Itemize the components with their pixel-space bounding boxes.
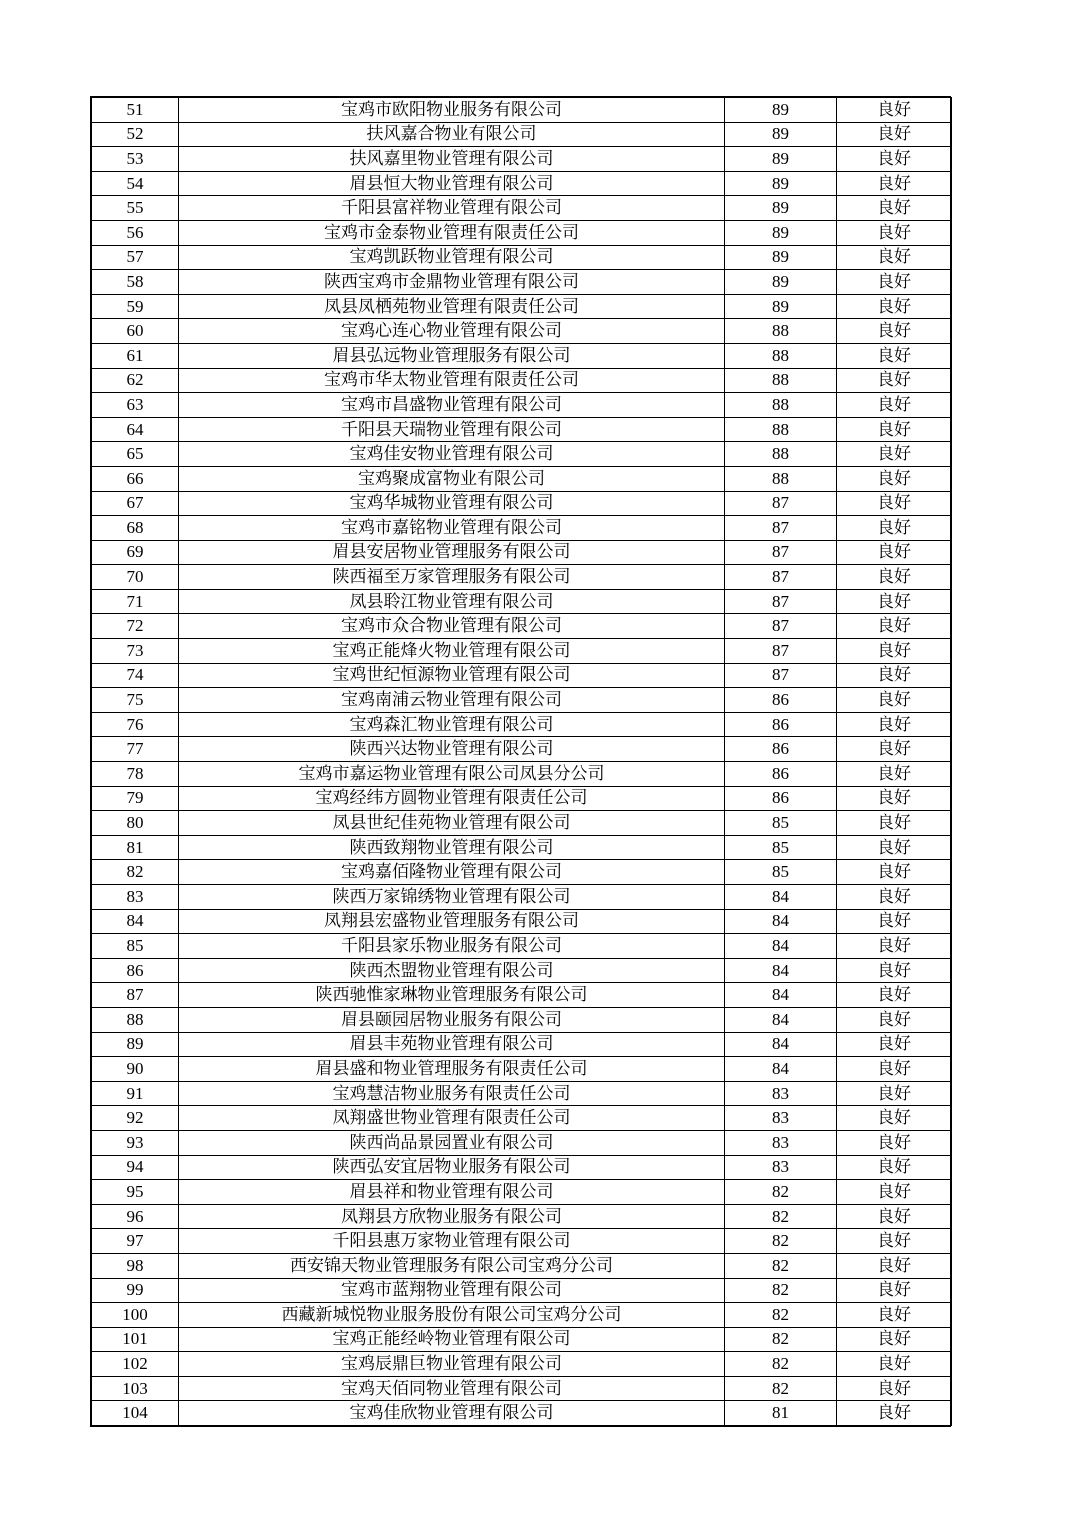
table-row xyxy=(92,147,952,172)
grade-cell: 良好 xyxy=(837,196,952,221)
table-row xyxy=(92,565,952,590)
table-row xyxy=(92,1327,952,1352)
grade-cell: 良好 xyxy=(837,1007,952,1032)
table-row xyxy=(92,712,952,737)
company-name-cell: 陕西致翔物业管理有限公司 xyxy=(179,835,725,860)
company-name-cell: 千阳县富祥物业管理有限公司 xyxy=(179,196,725,221)
grade-cell: 良好 xyxy=(837,860,952,885)
grade-cell: 良好 xyxy=(837,491,952,516)
table-row xyxy=(92,1057,952,1082)
score-cell: 88 xyxy=(725,368,837,393)
row-number-cell: 56 xyxy=(92,220,179,245)
grade-cell: 良好 xyxy=(837,147,952,172)
grade-cell: 良好 xyxy=(837,1130,952,1155)
grade-cell: 良好 xyxy=(837,712,952,737)
row-number-cell: 91 xyxy=(92,1081,179,1106)
grade-cell: 良好 xyxy=(837,909,952,934)
score-cell: 89 xyxy=(725,196,837,221)
company-name-cell: 宝鸡市华太物业管理有限责任公司 xyxy=(179,368,725,393)
table-row xyxy=(92,516,952,541)
row-number-cell: 62 xyxy=(92,368,179,393)
grade-cell: 良好 xyxy=(837,1180,952,1205)
table-row xyxy=(92,909,952,934)
company-name-cell: 眉县盛和物业管理服务有限责任公司 xyxy=(179,1057,725,1082)
grade-cell: 良好 xyxy=(837,1229,952,1254)
table-row xyxy=(92,1130,952,1155)
score-cell: 82 xyxy=(725,1180,837,1205)
grade-cell: 良好 xyxy=(837,983,952,1008)
row-number-cell: 68 xyxy=(92,516,179,541)
company-name-cell: 宝鸡市欧阳物业服务有限公司 xyxy=(179,98,725,123)
score-cell: 89 xyxy=(725,220,837,245)
grade-cell: 良好 xyxy=(837,1155,952,1180)
company-name-cell: 眉县颐园居物业服务有限公司 xyxy=(179,1007,725,1032)
table-row xyxy=(92,589,952,614)
score-cell: 86 xyxy=(725,712,837,737)
grade-cell: 良好 xyxy=(837,1327,952,1352)
row-number-cell: 87 xyxy=(92,983,179,1008)
grade-cell: 良好 xyxy=(837,343,952,368)
table-row xyxy=(92,614,952,639)
grade-cell: 良好 xyxy=(837,762,952,787)
table-row xyxy=(92,737,952,762)
row-number-cell: 93 xyxy=(92,1130,179,1155)
table-row xyxy=(92,1204,952,1229)
score-cell: 84 xyxy=(725,885,837,910)
grade-cell: 良好 xyxy=(837,786,952,811)
company-name-cell: 宝鸡市嘉铭物业管理有限公司 xyxy=(179,516,725,541)
row-number-cell: 81 xyxy=(92,835,179,860)
table-row xyxy=(92,811,952,836)
row-number-cell: 94 xyxy=(92,1155,179,1180)
score-cell: 83 xyxy=(725,1106,837,1131)
company-name-cell: 西藏新城悦物业服务股份有限公司宝鸡分公司 xyxy=(179,1303,725,1328)
grade-cell: 良好 xyxy=(837,270,952,295)
score-cell: 84 xyxy=(725,983,837,1008)
company-name-cell: 眉县祥和物业管理有限公司 xyxy=(179,1180,725,1205)
row-number-cell: 101 xyxy=(92,1327,179,1352)
grade-cell: 良好 xyxy=(837,958,952,983)
grade-cell: 良好 xyxy=(837,1303,952,1328)
company-name-cell: 陕西弘安宜居物业服务有限公司 xyxy=(179,1155,725,1180)
grade-cell: 良好 xyxy=(837,1253,952,1278)
score-cell: 86 xyxy=(725,762,837,787)
table-row xyxy=(92,343,952,368)
score-cell: 89 xyxy=(725,294,837,319)
row-number-cell: 58 xyxy=(92,270,179,295)
grade-cell: 良好 xyxy=(837,565,952,590)
score-cell: 86 xyxy=(725,688,837,713)
grade-cell: 良好 xyxy=(837,1032,952,1057)
row-number-cell: 66 xyxy=(92,466,179,491)
company-name-cell: 凤县世纪佳苑物业管理有限公司 xyxy=(179,811,725,836)
company-name-cell: 宝鸡聚成富物业有限公司 xyxy=(179,466,725,491)
table-row xyxy=(92,1278,952,1303)
score-cell: 84 xyxy=(725,909,837,934)
score-cell: 84 xyxy=(725,958,837,983)
score-cell: 89 xyxy=(725,147,837,172)
score-cell: 87 xyxy=(725,614,837,639)
grade-cell: 良好 xyxy=(837,934,952,959)
table-row xyxy=(92,1229,952,1254)
row-number-cell: 65 xyxy=(92,442,179,467)
grade-cell: 良好 xyxy=(837,319,952,344)
score-cell: 83 xyxy=(725,1130,837,1155)
score-cell: 84 xyxy=(725,1032,837,1057)
score-cell: 88 xyxy=(725,442,837,467)
row-number-cell: 77 xyxy=(92,737,179,762)
company-name-cell: 宝鸡正能烽火物业管理有限公司 xyxy=(179,639,725,664)
grade-cell: 良好 xyxy=(837,245,952,270)
score-cell: 82 xyxy=(725,1352,837,1377)
score-cell: 87 xyxy=(725,663,837,688)
table-row xyxy=(92,540,952,565)
row-number-cell: 64 xyxy=(92,417,179,442)
table-row xyxy=(92,934,952,959)
score-cell: 82 xyxy=(725,1204,837,1229)
company-name-cell: 陕西万家锦绣物业管理有限公司 xyxy=(179,885,725,910)
table-row xyxy=(92,98,952,123)
grade-cell: 良好 xyxy=(837,417,952,442)
table-row xyxy=(92,860,952,885)
row-number-cell: 78 xyxy=(92,762,179,787)
grade-cell: 良好 xyxy=(837,442,952,467)
company-name-cell: 千阳县天瑞物业管理有限公司 xyxy=(179,417,725,442)
row-number-cell: 96 xyxy=(92,1204,179,1229)
company-name-cell: 凤县凤栖苑物业管理有限责任公司 xyxy=(179,294,725,319)
score-cell: 88 xyxy=(725,417,837,442)
table-row xyxy=(92,270,952,295)
grade-cell: 良好 xyxy=(837,1401,952,1426)
company-name-cell: 陕西尚品景园置业有限公司 xyxy=(179,1130,725,1155)
row-number-cell: 57 xyxy=(92,245,179,270)
score-cell: 87 xyxy=(725,639,837,664)
company-name-cell: 宝鸡辰鼎巨物业管理有限公司 xyxy=(179,1352,725,1377)
company-name-cell: 宝鸡慧洁物业服务有限责任公司 xyxy=(179,1081,725,1106)
table-row xyxy=(92,1303,952,1328)
grade-cell: 良好 xyxy=(837,589,952,614)
row-number-cell: 84 xyxy=(92,909,179,934)
table-row xyxy=(92,491,952,516)
table-row xyxy=(92,466,952,491)
table-row xyxy=(92,1253,952,1278)
table-row xyxy=(92,122,952,147)
score-cell: 87 xyxy=(725,565,837,590)
table-row xyxy=(92,663,952,688)
company-name-cell: 宝鸡华城物业管理有限公司 xyxy=(179,491,725,516)
grade-cell: 良好 xyxy=(837,220,952,245)
grade-cell: 良好 xyxy=(837,1081,952,1106)
row-number-cell: 92 xyxy=(92,1106,179,1131)
table-row xyxy=(92,688,952,713)
grade-cell: 良好 xyxy=(837,1204,952,1229)
score-cell: 84 xyxy=(725,934,837,959)
grade-cell: 良好 xyxy=(837,466,952,491)
company-name-cell: 扶风嘉合物业有限公司 xyxy=(179,122,725,147)
row-number-cell: 63 xyxy=(92,393,179,418)
score-cell: 87 xyxy=(725,491,837,516)
score-cell: 85 xyxy=(725,835,837,860)
row-number-cell: 82 xyxy=(92,860,179,885)
row-number-cell: 104 xyxy=(92,1401,179,1426)
score-cell: 87 xyxy=(725,516,837,541)
company-name-cell: 凤县聆江物业管理有限公司 xyxy=(179,589,725,614)
grade-cell: 良好 xyxy=(837,811,952,836)
company-name-cell: 宝鸡市蓝翔物业管理有限公司 xyxy=(179,1278,725,1303)
row-number-cell: 51 xyxy=(92,98,179,123)
table-row xyxy=(92,442,952,467)
row-number-cell: 95 xyxy=(92,1180,179,1205)
row-number-cell: 74 xyxy=(92,663,179,688)
table-row xyxy=(92,393,952,418)
grade-cell: 良好 xyxy=(837,122,952,147)
company-name-cell: 宝鸡经纬方圆物业管理有限责任公司 xyxy=(179,786,725,811)
company-name-cell: 凤翔县方欣物业服务有限公司 xyxy=(179,1204,725,1229)
row-number-cell: 67 xyxy=(92,491,179,516)
grade-cell: 良好 xyxy=(837,540,952,565)
score-cell: 82 xyxy=(725,1376,837,1401)
company-name-cell: 扶风嘉里物业管理有限公司 xyxy=(179,147,725,172)
company-name-cell: 西安锦天物业管理服务有限公司宝鸡分公司 xyxy=(179,1253,725,1278)
company-name-cell: 宝鸡佳安物业管理有限公司 xyxy=(179,442,725,467)
score-cell: 82 xyxy=(725,1303,837,1328)
table-row xyxy=(92,1376,952,1401)
score-cell: 89 xyxy=(725,270,837,295)
company-name-cell: 宝鸡市众合物业管理有限公司 xyxy=(179,614,725,639)
score-cell: 84 xyxy=(725,1057,837,1082)
company-name-cell: 宝鸡凯跃物业管理有限公司 xyxy=(179,245,725,270)
row-number-cell: 72 xyxy=(92,614,179,639)
company-name-cell: 宝鸡心连心物业管理有限公司 xyxy=(179,319,725,344)
company-name-cell: 眉县恒大物业管理有限公司 xyxy=(179,171,725,196)
row-number-cell: 88 xyxy=(92,1007,179,1032)
row-number-cell: 54 xyxy=(92,171,179,196)
score-cell: 89 xyxy=(725,98,837,123)
grade-cell: 良好 xyxy=(837,835,952,860)
grade-cell: 良好 xyxy=(837,294,952,319)
grade-cell: 良好 xyxy=(837,1352,952,1377)
company-name-cell: 宝鸡嘉佰隆物业管理有限公司 xyxy=(179,860,725,885)
company-name-cell: 陕西兴达物业管理有限公司 xyxy=(179,737,725,762)
grade-cell: 良好 xyxy=(837,516,952,541)
score-cell: 85 xyxy=(725,811,837,836)
rating-table xyxy=(91,97,952,1426)
grade-cell: 良好 xyxy=(837,688,952,713)
grade-cell: 良好 xyxy=(837,171,952,196)
grade-cell: 良好 xyxy=(837,98,952,123)
row-number-cell: 60 xyxy=(92,319,179,344)
score-cell: 88 xyxy=(725,466,837,491)
row-number-cell: 73 xyxy=(92,639,179,664)
row-number-cell: 79 xyxy=(92,786,179,811)
row-number-cell: 69 xyxy=(92,540,179,565)
company-name-cell: 凤翔盛世物业管理有限责任公司 xyxy=(179,1106,725,1131)
score-cell: 82 xyxy=(725,1229,837,1254)
grade-cell: 良好 xyxy=(837,368,952,393)
table-row xyxy=(92,1032,952,1057)
table-row xyxy=(92,1352,952,1377)
table-row xyxy=(92,762,952,787)
score-cell: 89 xyxy=(725,245,837,270)
score-cell: 89 xyxy=(725,171,837,196)
score-cell: 86 xyxy=(725,737,837,762)
grade-cell: 良好 xyxy=(837,393,952,418)
score-cell: 86 xyxy=(725,786,837,811)
table-row xyxy=(92,885,952,910)
table-row xyxy=(92,220,952,245)
company-name-cell: 宝鸡市金泰物业管理有限责任公司 xyxy=(179,220,725,245)
row-number-cell: 103 xyxy=(92,1376,179,1401)
row-number-cell: 59 xyxy=(92,294,179,319)
table-row xyxy=(92,639,952,664)
company-name-cell: 宝鸡佳欣物业管理有限公司 xyxy=(179,1401,725,1426)
table-row xyxy=(92,958,952,983)
score-cell: 83 xyxy=(725,1155,837,1180)
company-name-cell: 千阳县家乐物业服务有限公司 xyxy=(179,934,725,959)
company-name-cell: 宝鸡南浦云物业管理有限公司 xyxy=(179,688,725,713)
grade-cell: 良好 xyxy=(837,737,952,762)
score-cell: 89 xyxy=(725,122,837,147)
grade-cell: 良好 xyxy=(837,614,952,639)
row-number-cell: 99 xyxy=(92,1278,179,1303)
table-row xyxy=(92,171,952,196)
row-number-cell: 100 xyxy=(92,1303,179,1328)
score-cell: 84 xyxy=(725,1007,837,1032)
score-cell: 82 xyxy=(725,1253,837,1278)
company-name-cell: 眉县弘远物业管理服务有限公司 xyxy=(179,343,725,368)
table-row xyxy=(92,1007,952,1032)
table-row xyxy=(92,417,952,442)
company-name-cell: 眉县丰苑物业管理有限公司 xyxy=(179,1032,725,1057)
row-number-cell: 85 xyxy=(92,934,179,959)
table-row xyxy=(92,245,952,270)
table-row xyxy=(92,835,952,860)
row-number-cell: 61 xyxy=(92,343,179,368)
row-number-cell: 53 xyxy=(92,147,179,172)
grade-cell: 良好 xyxy=(837,663,952,688)
table-row xyxy=(92,786,952,811)
grade-cell: 良好 xyxy=(837,1376,952,1401)
score-cell: 88 xyxy=(725,319,837,344)
table-row xyxy=(92,368,952,393)
score-cell: 83 xyxy=(725,1081,837,1106)
table-row xyxy=(92,1081,952,1106)
row-number-cell: 75 xyxy=(92,688,179,713)
table-row xyxy=(92,294,952,319)
grade-cell: 良好 xyxy=(837,1278,952,1303)
row-number-cell: 90 xyxy=(92,1057,179,1082)
company-name-cell: 宝鸡市昌盛物业管理有限公司 xyxy=(179,393,725,418)
table-row xyxy=(92,196,952,221)
row-number-cell: 71 xyxy=(92,589,179,614)
row-number-cell: 83 xyxy=(92,885,179,910)
row-number-cell: 89 xyxy=(92,1032,179,1057)
row-number-cell: 70 xyxy=(92,565,179,590)
grade-cell: 良好 xyxy=(837,885,952,910)
row-number-cell: 98 xyxy=(92,1253,179,1278)
table-row xyxy=(92,1106,952,1131)
row-number-cell: 86 xyxy=(92,958,179,983)
table-row xyxy=(92,983,952,1008)
grade-cell: 良好 xyxy=(837,1106,952,1131)
row-number-cell: 76 xyxy=(92,712,179,737)
company-name-cell: 宝鸡天佰同物业管理有限公司 xyxy=(179,1376,725,1401)
score-cell: 81 xyxy=(725,1401,837,1426)
table-row xyxy=(92,319,952,344)
row-number-cell: 52 xyxy=(92,122,179,147)
score-cell: 82 xyxy=(725,1278,837,1303)
company-name-cell: 千阳县惠万家物业管理有限公司 xyxy=(179,1229,725,1254)
grade-cell: 良好 xyxy=(837,1057,952,1082)
row-number-cell: 55 xyxy=(92,196,179,221)
company-name-cell: 陕西驰惟家琳物业管理服务有限公司 xyxy=(179,983,725,1008)
row-number-cell: 97 xyxy=(92,1229,179,1254)
score-cell: 88 xyxy=(725,343,837,368)
score-cell: 85 xyxy=(725,860,837,885)
company-name-cell: 宝鸡森汇物业管理有限公司 xyxy=(179,712,725,737)
row-number-cell: 80 xyxy=(92,811,179,836)
company-name-cell: 陕西杰盟物业管理有限公司 xyxy=(179,958,725,983)
grade-cell: 良好 xyxy=(837,639,952,664)
score-cell: 87 xyxy=(725,540,837,565)
company-name-cell: 陕西福至万家管理服务有限公司 xyxy=(179,565,725,590)
company-name-cell: 宝鸡市嘉运物业管理有限公司凤县分公司 xyxy=(179,762,725,787)
company-name-cell: 宝鸡正能经岭物业管理有限公司 xyxy=(179,1327,725,1352)
table-row xyxy=(92,1401,952,1426)
company-name-cell: 凤翔县宏盛物业管理服务有限公司 xyxy=(179,909,725,934)
company-name-cell: 眉县安居物业管理服务有限公司 xyxy=(179,540,725,565)
row-number-cell: 102 xyxy=(92,1352,179,1377)
table-row xyxy=(92,1180,952,1205)
rating-table-body xyxy=(92,98,952,1426)
score-cell: 82 xyxy=(725,1327,837,1352)
company-name-cell: 宝鸡世纪恒源物业管理有限公司 xyxy=(179,663,725,688)
company-name-cell: 陕西宝鸡市金鼎物业管理有限公司 xyxy=(179,270,725,295)
score-cell: 88 xyxy=(725,393,837,418)
score-cell: 87 xyxy=(725,589,837,614)
table-row xyxy=(92,1155,952,1180)
